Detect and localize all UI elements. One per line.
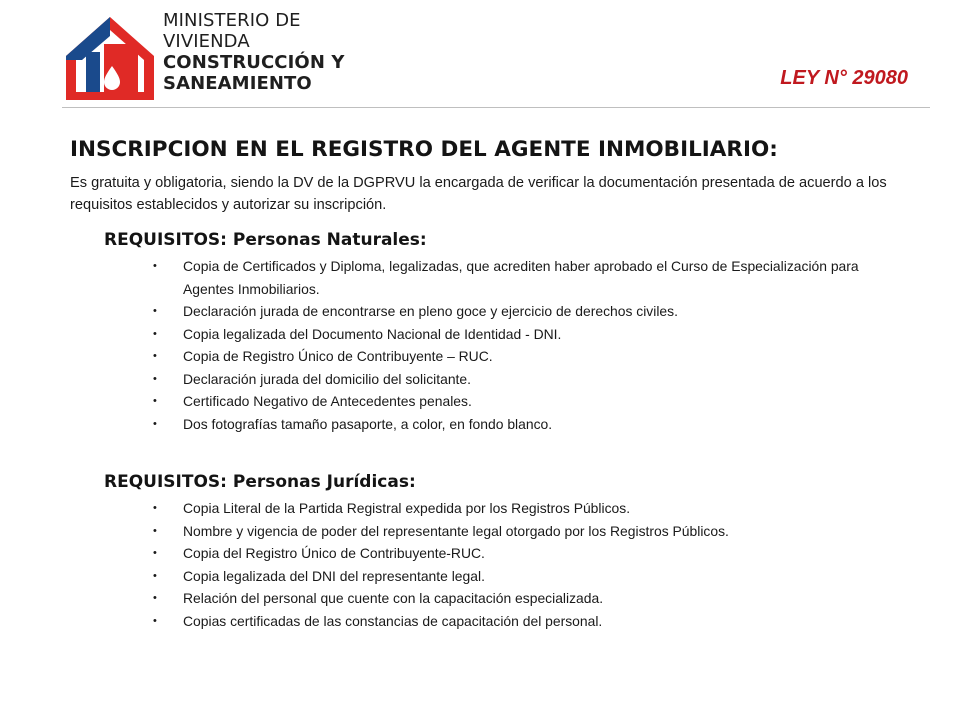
ministry-line-4: SANEAMIENTO (163, 73, 312, 94)
list-item: • Nombre y vigencia de poder del representante legal otorgado por los Registros Públicos. (104, 520, 864, 543)
requirements-juridica-section (104, 471, 864, 632)
logo-column-blue (86, 52, 100, 92)
list-item: • Dos fotografías tamaño pasaporte, a color, en fondo blanco. (104, 413, 864, 436)
header-divider (62, 107, 930, 108)
list-item: • Certificado Negativo de Antecedentes penales. (104, 390, 864, 413)
list-item: • Copia Literal de la Partida Registral expedida por los Registros Públicos. (104, 497, 864, 520)
ministry-name (163, 10, 363, 94)
list-item: • Copias certificadas de las constancias de capacitación del personal. (104, 610, 864, 633)
list-item: • Declaración jurada del domicilio del solicitante. (104, 368, 864, 391)
requirements-juridica-heading: REQUISITOS: Personas Jurídicas: (104, 472, 416, 492)
list-item: • Copia legalizada del DNI del representante legal. (104, 565, 864, 588)
list-item: • Declaración jurada de encontrarse en pleno goce y ejercicio de derechos civiles. (104, 300, 864, 323)
ministry-line-1: MINISTERIO DE (163, 10, 301, 31)
requirements-natural-heading: REQUISITOS: Personas Naturales: (104, 230, 427, 250)
law-number: LEY N° 29080 (780, 67, 908, 89)
requirements-juridica-list (104, 497, 864, 632)
requirements-natural-list (104, 255, 864, 435)
list-item: • Relación del personal que cuente con la capacitación especializada. (104, 587, 864, 610)
list-item: • Copia de Registro Único de Contribuyente – RUC. (104, 345, 864, 368)
intro-paragraph: Es gratuita y obligatoria, siendo la DV de la DGPRVU la encargada de verificar la documentación presentada de acuerdo a los requisitos establecidos y autorizar su inscripción. (70, 175, 887, 213)
page-title: INSCRIPCION EN EL REGISTRO DEL AGENTE INMOBILIARIO: (70, 137, 778, 162)
list-item: • Copia del Registro Único de Contribuyente-RUC. (104, 542, 864, 565)
ministry-logo (64, 14, 156, 102)
ministry-line-3: CONSTRUCCIÓN Y (163, 52, 345, 73)
ministry-line-2: VIVIENDA (163, 31, 250, 52)
list-item: • Copia de Certificados y Diploma, legalizadas, que acrediten haber aprobado el Curso de Especialización para Agentes Inmobiliarios. (104, 255, 864, 300)
list-item: • Copia legalizada del Documento Nacional de Identidad - DNI. (104, 323, 864, 346)
requirements-natural-section (104, 229, 864, 435)
